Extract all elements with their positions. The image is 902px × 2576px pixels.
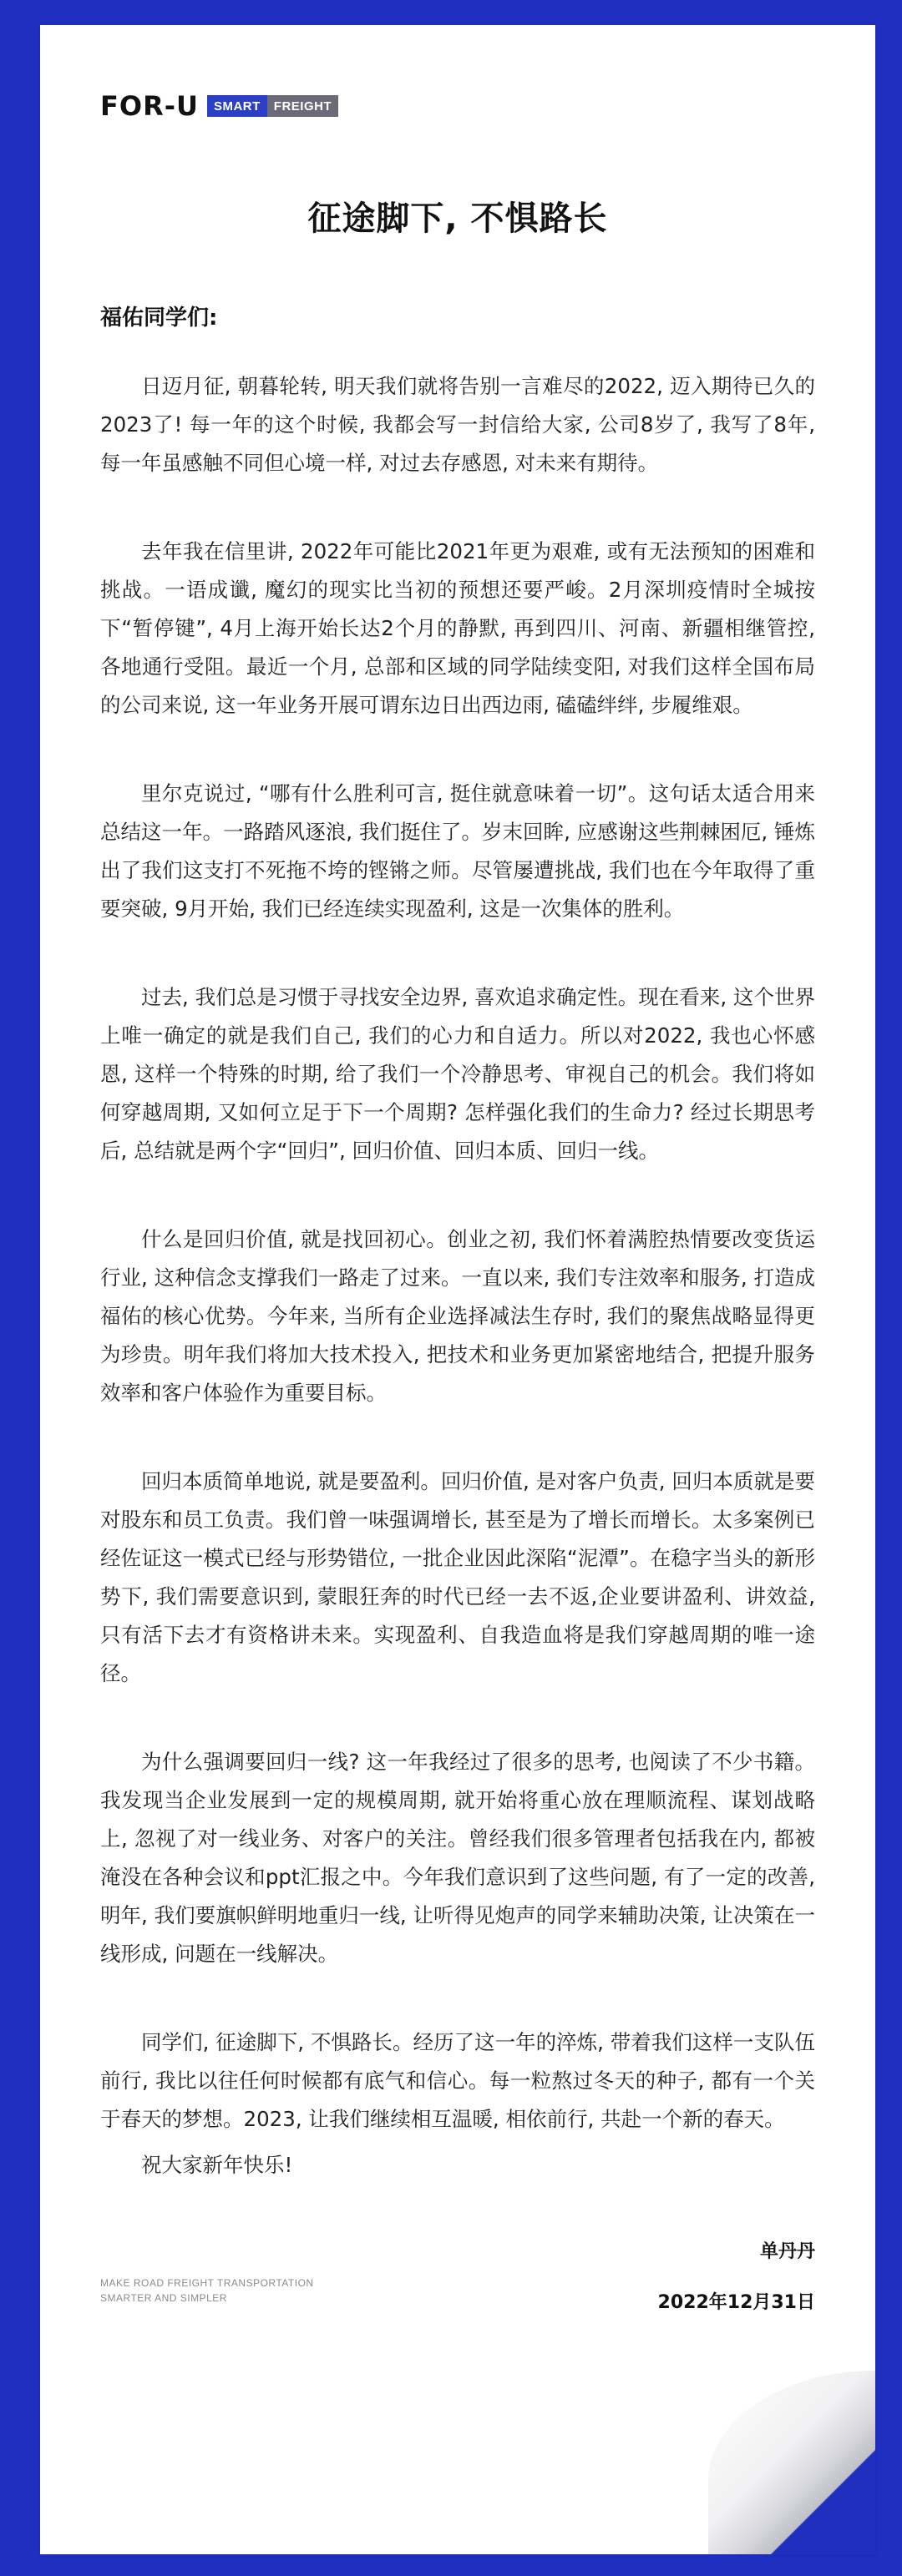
salutation: 福佑同学们: <box>100 306 218 331</box>
company-logo <box>100 90 338 122</box>
paragraph: 里尔克说过, “哪有什么胜利可言, 挺住就意味着一切”。这句话太适合用来总结这一年。一路踏风逐浪, 我们挺住了。岁末回眸, 应感谢这些荆棘困厄, 锤炼出了我们这支打不死拖不垮的铿锵之师。尽管屡遭挑战, 我们也在今年取得了重要突破, 9月开始, 我们已经连续实现盈利, 这是一次集体的胜利。 <box>100 781 815 921</box>
closing-greeting: 祝大家新年快乐! <box>141 2153 293 2177</box>
tagline-line-1: MAKE ROAD FREIGHT TRANSPORTATION <box>100 2277 314 2289</box>
logo-wordmark: FOR-U <box>100 90 199 122</box>
company-tagline <box>100 2275 314 2306</box>
paragraph: 过去, 我们总是习惯于寻找安全边界, 喜欢追求确定性。现在看来, 这个世界上唯一确定的就是我们自己, 我们的心力和自适力。所以对2022, 我也心怀感恩, 这样一个特殊的时期, 给了我们一个冷静思考、审视自己的机会。我们将如何穿越周期, 又如何立足于下一个周期? 怎样强化我们的生命力? 经过长期思考后, 总结就是两个字“回归”, 回归价值、回归本质、回归一线。 <box>100 985 815 1163</box>
paragraph: 什么是回归价值, 就是找回初心。创业之初, 我们怀着满腔热情要改变货运行业, 这种信念支撑我们一路走了过来。一直以来, 我们专注效率和服务, 打造成福佑的核心优势。今年来, 当所有企业选择减法生存时, 我们的聚焦战略显得更为珍贵。明年我们将加大技术投入, 把技术和业务更加紧密地结合, 把提升服务效率和客户体验作为重要目标。 <box>100 1227 815 1405</box>
paragraph: 日迈月征, 朝暮轮转, 明天我们就将告别一言难尽的2022, 迈入期待已久的2023了! 每一年的这个时候, 我都会写一封信给大家, 公司8岁了, 我写了8年, 每一年虽感触不同但心境一样, 对过去存感恩, 对未来有期待。 <box>100 374 815 475</box>
tagline-line-2: SMARTER AND SIMPLER <box>100 2292 227 2304</box>
letter-paper <box>40 25 875 2554</box>
letter-body <box>100 367 815 2189</box>
paragraph: 同学们, 征途脚下, 不惧路长。经历了这一年的淬炼, 带着我们这样一支队伍前行, 我比以往任何时候都有底气和信心。每一粒熬过冬天的种子, 都有一个关于春天的梦想。2023, 让我们继续相互温暖, 相依前行, 共赴一个新的春天。 <box>100 2030 815 2131</box>
paragraph: 去年我在信里讲, 2022年可能比2021年更为艰难, 或有无法预知的困难和挑战。一语成谶, 魔幻的现实比当初的预想还要严峻。2月深圳疫情时全城按下“暂停键”, 4月上海开始长达2个月的静默, 再到四川、河南、新疆相继管控, 各地通行受阻。最近一个月, 总部和区域的同学陆续变阳, 对我们这样全国布局的公司来说, 这一年业务开展可谓东边日出西边雨, 磕磕绊绊, 步履维艰。 <box>100 539 815 717</box>
paragraph: 为什么强调要回归一线? 这一年我经过了很多的思考, 也阅读了不少书籍。我发现当企业发展到一定的规模周期, 就开始将重心放在理顺流程、谋划战略上, 忽视了对一线业务、对客户的关注。曾经我们很多管理者包括我在内, 都被淹没在各种会议和ppt汇报之中。今年我们意识到了这些问题, 有了一定的改善, 明年, 我们要旗帜鲜明地重归一线, 让听得见炮声的同学来辅助决策, 让决策在一线形成, 问题在一线解决。 <box>100 1750 815 1966</box>
logo-badge <box>207 95 338 117</box>
signature-block <box>658 2237 815 2314</box>
letter-title: 征途脚下, 不惧路长 <box>307 200 608 238</box>
logo-badge-smart: SMART <box>207 95 267 117</box>
signature-date: 2022年12月31日 <box>657 2292 815 2313</box>
signature-name: 单丹丹 <box>759 2241 815 2262</box>
logo-badge-freight: FREIGHT <box>267 95 338 117</box>
paragraph: 回归本质简单地说, 就是要盈利。回归价值, 是对客户负责, 回归本质就是要对股东和员工负责。我们曾一味强调增长, 甚至是为了增长而增长。太多案例已经佐证这一模式已经与形势错位, 一批企业因此深陷“泥潭”。在稳字当头的新形势下, 我们需要意识到, 蒙眼狂奔的时代已经一去不返,企业要讲盈利、讲效益, 只有活下去才有资格讲未来。实现盈利、自我造血将是我们穿越周期的唯一途径。 <box>100 1469 815 1685</box>
